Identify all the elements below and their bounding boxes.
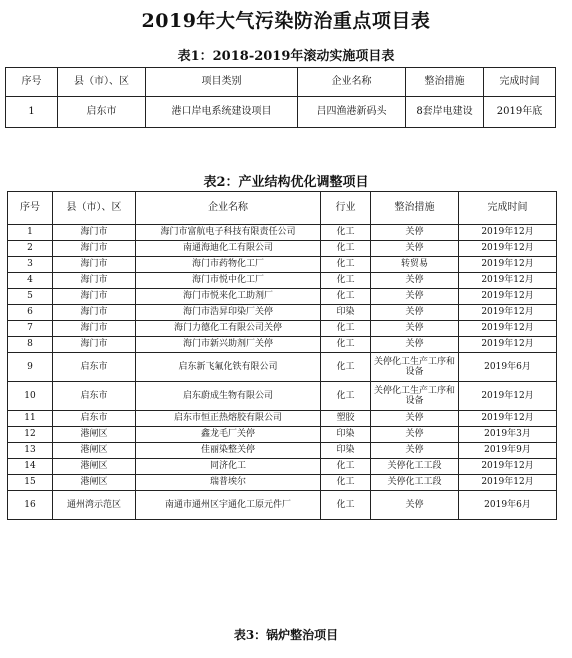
table-cell: 2019年6月 (459, 491, 557, 520)
table-cell: 南通市通州区宇通化工原元件厂 (136, 491, 321, 520)
table-cell: 海门市 (53, 225, 136, 241)
table-cell: 1 (6, 97, 58, 128)
table-cell: 化工 (321, 353, 371, 382)
table-cell: 3 (8, 257, 53, 273)
table-cell: 海门市 (53, 241, 136, 257)
column-header: 序号 (8, 192, 53, 225)
table-cell: 2019年底 (484, 97, 556, 128)
table-header-row (6, 68, 556, 97)
industry-adjustment-table (7, 191, 557, 520)
page-title: 2019年大气污染防治重点项目表 (141, 10, 431, 32)
table-row (8, 459, 557, 475)
table-cell: 海门市 (53, 273, 136, 289)
table-cell: 化工 (321, 225, 371, 241)
table-cell: 化工 (321, 257, 371, 273)
table-row (8, 305, 557, 321)
table-cell: 启东市恒正热熔胶有限公司 (136, 411, 321, 427)
table-row (8, 443, 557, 459)
table-cell: 海门市浩昇印染厂关停 (136, 305, 321, 321)
table-cell: 15 (8, 475, 53, 491)
table-cell: 2019年12月 (459, 257, 557, 273)
table-row (8, 241, 557, 257)
table2-title: 表2：产业结构优化调整项目 (203, 175, 369, 190)
table-cell: 2019年12月 (459, 305, 557, 321)
table-cell: 2019年6月 (459, 353, 557, 382)
table-cell: 化工 (321, 382, 371, 411)
table-cell: 海门市富航电子科技有限责任公司 (136, 225, 321, 241)
table-row (8, 411, 557, 427)
table-row (8, 491, 557, 520)
table-cell: 通州湾示范区 (53, 491, 136, 520)
table-cell: 2019年12月 (459, 321, 557, 337)
table-cell: 海门市 (53, 305, 136, 321)
column-header: 企业名称 (136, 192, 321, 225)
table-cell: 化工 (321, 475, 371, 491)
rolling-projects-table (5, 67, 556, 128)
table-cell: 海门市 (53, 321, 136, 337)
table-cell: 关停 (371, 289, 459, 305)
table-cell: 海门市 (53, 337, 136, 353)
table-row (8, 225, 557, 241)
table-cell: 转贸易 (371, 257, 459, 273)
column-header: 项目类别 (146, 68, 298, 97)
table-cell: 2019年12月 (459, 225, 557, 241)
table-cell: 港闸区 (53, 427, 136, 443)
table-cell: 2019年12月 (459, 273, 557, 289)
table-cell: 2019年12月 (459, 337, 557, 353)
table-cell: 关停 (371, 491, 459, 520)
table-cell: 海门市悦中化工厂 (136, 273, 321, 289)
table-cell: 海门市悦来化工助剂厂 (136, 289, 321, 305)
table-cell: 港闸区 (53, 475, 136, 491)
table-cell: 瑞普埃尔 (136, 475, 321, 491)
table-row (8, 353, 557, 382)
table-cell: 鑫龙毛厂关停 (136, 427, 321, 443)
table-cell: 化工 (321, 241, 371, 257)
column-header: 企业名称 (298, 68, 406, 97)
table-cell: 南通海迪化工有限公司 (136, 241, 321, 257)
table-cell: 4 (8, 273, 53, 289)
table-row (8, 382, 557, 411)
table-row (6, 97, 556, 128)
table-cell: 2019年12月 (459, 241, 557, 257)
table-cell: 2019年12月 (459, 382, 557, 411)
table-cell: 2019年9月 (459, 443, 557, 459)
table-cell: 16 (8, 491, 53, 520)
table-cell: 关停化工工段 (371, 475, 459, 491)
table3-title: 表3：锅炉整治项目 (233, 628, 339, 642)
table-cell: 1 (8, 225, 53, 241)
table-cell: 港闸区 (53, 459, 136, 475)
table-cell: 关停 (371, 305, 459, 321)
table-cell: 关停 (371, 337, 459, 353)
table-cell: 关停 (371, 241, 459, 257)
table-cell: 海门市 (53, 257, 136, 273)
table-cell: 化工 (321, 459, 371, 475)
table-cell: 关停化工生产工序和设备 (371, 353, 459, 382)
table-cell: 14 (8, 459, 53, 475)
column-header: 县（市）、区 (58, 68, 146, 97)
table1-title: 表1：2018-2019年滚动实施项目表 (177, 49, 395, 64)
table-cell: 关停 (371, 411, 459, 427)
table-cell: 启东市 (53, 353, 136, 382)
table-row (8, 289, 557, 305)
table-cell: 13 (8, 443, 53, 459)
table-cell: 港闸区 (53, 443, 136, 459)
table-cell: 12 (8, 427, 53, 443)
table-cell: 关停 (371, 321, 459, 337)
table-cell: 化工 (321, 321, 371, 337)
table-row (8, 337, 557, 353)
column-header: 完成时间 (484, 68, 556, 97)
table-cell: 印染 (321, 305, 371, 321)
table-cell: 6 (8, 305, 53, 321)
table-cell: 启东蔚成生物有限公司 (136, 382, 321, 411)
table-cell: 化工 (321, 337, 371, 353)
table-row (8, 321, 557, 337)
table-cell: 5 (8, 289, 53, 305)
table-cell: 印染 (321, 427, 371, 443)
table-cell: 7 (8, 321, 53, 337)
table-cell: 化工 (321, 289, 371, 305)
table-cell: 2019年12月 (459, 411, 557, 427)
table-cell: 2 (8, 241, 53, 257)
table-cell: 同济化工 (136, 459, 321, 475)
table-cell: 塑胶 (321, 411, 371, 427)
table-cell: 8 (8, 337, 53, 353)
table-cell: 启东新飞氟化铁有限公司 (136, 353, 321, 382)
table-cell: 11 (8, 411, 53, 427)
table-row (8, 427, 557, 443)
column-header: 完成时间 (459, 192, 557, 225)
table-cell: 海门力德化工有限公司关停 (136, 321, 321, 337)
table-header-row (8, 192, 557, 225)
column-header: 县（市）、区 (53, 192, 136, 225)
table-cell: 9 (8, 353, 53, 382)
column-header: 整治措施 (406, 68, 484, 97)
table-cell: 海门市 (53, 289, 136, 305)
table-cell: 化工 (321, 273, 371, 289)
table-cell: 2019年3月 (459, 427, 557, 443)
table-cell: 化工 (321, 491, 371, 520)
table-cell: 海门市药物化工厂 (136, 257, 321, 273)
table-cell: 吕四渔港新码头 (298, 97, 406, 128)
table-cell: 海门市新兴助剂厂关停 (136, 337, 321, 353)
column-header: 序号 (6, 68, 58, 97)
table-row (8, 475, 557, 491)
table-cell: 关停 (371, 225, 459, 241)
table-cell: 关停化工生产工序和设备 (371, 382, 459, 411)
table-cell: 佳丽染整关停 (136, 443, 321, 459)
table-cell: 2019年12月 (459, 475, 557, 491)
table-row (8, 257, 557, 273)
table-row (8, 273, 557, 289)
table-cell: 8套岸电建设 (406, 97, 484, 128)
table-cell: 关停 (371, 443, 459, 459)
table-cell: 启东市 (58, 97, 146, 128)
table-cell: 2019年12月 (459, 289, 557, 305)
table-cell: 港口岸电系统建设项目 (146, 97, 298, 128)
table-cell: 2019年12月 (459, 459, 557, 475)
table-cell: 关停 (371, 273, 459, 289)
table-cell: 启东市 (53, 411, 136, 427)
table-cell: 关停 (371, 427, 459, 443)
table-cell: 印染 (321, 443, 371, 459)
table-cell: 关停化工工段 (371, 459, 459, 475)
table-cell: 10 (8, 382, 53, 411)
column-header: 整治措施 (371, 192, 459, 225)
column-header: 行业 (321, 192, 371, 225)
table-cell: 启东市 (53, 382, 136, 411)
